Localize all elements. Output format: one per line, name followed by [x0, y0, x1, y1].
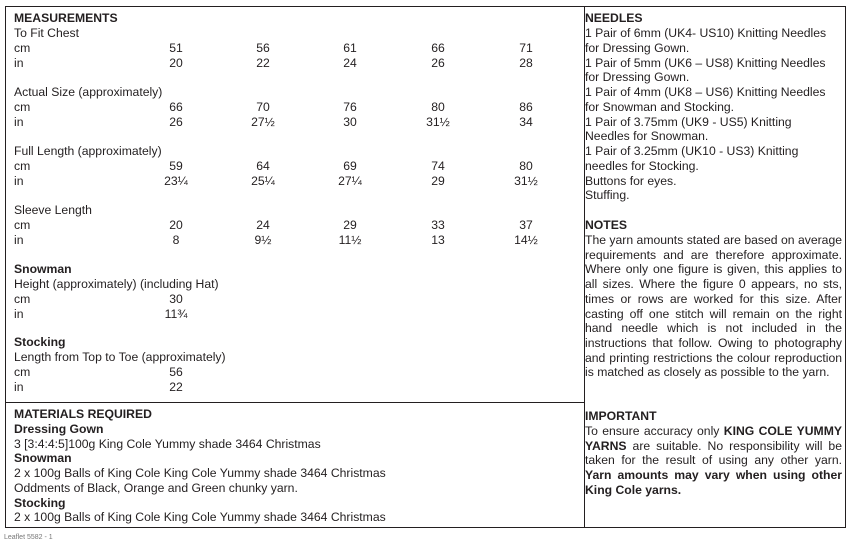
value-cell: 51 [169, 41, 183, 55]
needles-line: Buttons for eyes. [585, 174, 677, 188]
section-divider [6, 402, 584, 403]
value-cell: 26 [169, 115, 183, 129]
important-warning: Yarn amounts may vary when using other King Cole yarns. [585, 468, 842, 497]
group-title-actual-size: Actual Size (approximately) [14, 85, 163, 99]
value-cell: 27¼ [338, 174, 362, 188]
unit-label: cm [14, 365, 31, 379]
value-cell: 69 [343, 159, 357, 173]
unit-label: in [14, 380, 24, 394]
value-cell: 31½ [426, 115, 450, 129]
value-cell: 11¾ [164, 307, 188, 321]
value-cell: 25¼ [251, 174, 275, 188]
value-cell: 11½ [338, 233, 362, 247]
materials-snowman-line-1: 2 x 100g Balls of King Cole King Cole Yummy shade 3464 Christmas [14, 466, 386, 480]
value-cell: 26 [431, 56, 445, 70]
materials-gown-heading: Dressing Gown [14, 422, 104, 436]
stocking-measure-title: Length from Top to Toe (approximately) [14, 350, 226, 364]
needles-line: 1 Pair of 3.25mm (UK10 - US3) Knitting [585, 144, 799, 158]
group-title-full-length: Full Length (approximately) [14, 144, 162, 158]
value-cell: 71 [519, 41, 533, 55]
materials-heading: MATERIALS REQUIRED [14, 407, 152, 421]
important-heading: IMPORTANT [585, 409, 657, 423]
unit-label: in [14, 307, 24, 321]
value-cell: 61 [343, 41, 357, 55]
value-cell: 13 [431, 233, 445, 247]
unit-label: cm [14, 159, 31, 173]
unit-label: in [14, 56, 24, 70]
value-cell: 59 [169, 159, 183, 173]
value-cell: 80 [431, 100, 445, 114]
value-cell: 70 [256, 100, 270, 114]
value-cell: 28 [519, 56, 533, 70]
important-brand-emphasis: KING COLE YUMMY YARNS [585, 424, 842, 453]
value-cell: 74 [431, 159, 445, 173]
unit-label: in [14, 174, 24, 188]
value-cell: 14½ [514, 233, 538, 247]
leaflet-footer: Leaflet 5582 - 1 [4, 534, 53, 541]
unit-label: cm [14, 100, 31, 114]
value-cell: 56 [169, 365, 183, 379]
materials-gown-text: 3 [3:4:4:5]100g King Cole Yummy shade 3464 Christmas [14, 437, 321, 451]
needles-line: 1 Pair of 4mm (UK8 – US6) Knitting Needles [585, 85, 826, 99]
value-cell: 30 [343, 115, 357, 129]
important-text-part-3: are suitable. No responsibility will be taken for the result of using any other yarn. [585, 438, 842, 468]
group-title-sleeve-length: Sleeve Length [14, 203, 92, 217]
needles-heading: NEEDLES [585, 11, 643, 25]
value-cell: 22 [256, 56, 270, 70]
materials-stocking-line-1: 2 x 100g Balls of King Cole King Cole Yummy shade 3464 Christmas [14, 510, 386, 524]
value-cell: 24 [256, 218, 270, 232]
needles-line: needles for Stocking. [585, 159, 699, 173]
needles-line: 1 Pair of 5mm (UK6 – US8) Knitting Needles [585, 56, 826, 70]
value-cell: 29 [431, 174, 445, 188]
notes-text: The yarn amounts stated are based on average requirements and are therefore approximate. Where only one figure is given, this applies to all sizes. Where the figure 0 appears, no sts, times or rows are worked for this size. After casting off one stitch will remain on the right hand needle which is not included in the instructions that follow. Owing to photography and printing restrictions the colour reproduction is matched as closely as possible to the yarn. [585, 233, 842, 380]
measurements-heading: MEASUREMENTS [14, 11, 118, 25]
value-cell: 20 [169, 218, 183, 232]
value-cell: 37 [519, 218, 533, 232]
group-title-chest: To Fit Chest [14, 26, 80, 40]
needles-line: for Dressing Gown. [585, 70, 690, 84]
value-cell: 31½ [514, 174, 538, 188]
needles-line: 1 Pair of 3.75mm (UK9 - US5) Knitting [585, 115, 792, 129]
stocking-measure-heading: Stocking [14, 335, 66, 349]
notes-heading: NOTES [585, 218, 627, 232]
snowman-measure-heading: Snowman [14, 262, 72, 276]
unit-label: cm [14, 292, 31, 306]
needles-line: Needles for Snowman. [585, 129, 709, 143]
needles-line: 1 Pair of 6mm (UK4- US10) Knitting Needles [585, 26, 827, 40]
unit-label: cm [14, 218, 31, 232]
value-cell: 66 [431, 41, 445, 55]
value-cell: 80 [519, 159, 533, 173]
needles-line: Stuffing. [585, 188, 630, 202]
needles-line: for Dressing Gown. [585, 41, 690, 55]
materials-snowman-heading: Snowman [14, 451, 72, 465]
value-cell: 22 [169, 380, 183, 394]
value-cell: 24 [343, 56, 357, 70]
value-cell: 34 [519, 115, 533, 129]
unit-label: in [14, 233, 24, 247]
value-cell: 66 [169, 100, 183, 114]
needles-line: for Snowman and Stocking. [585, 100, 735, 114]
value-cell: 29 [343, 218, 357, 232]
value-cell: 9½ [254, 233, 272, 247]
materials-stocking-heading: Stocking [14, 496, 66, 510]
snowman-measure-title: Height (approximately) (including Hat) [14, 277, 219, 291]
value-cell: 76 [343, 100, 357, 114]
materials-snowman-line-2: Oddments of Black, Orange and Green chunky yarn. [14, 481, 298, 495]
value-cell: 8 [172, 233, 180, 247]
value-cell: 27½ [251, 115, 275, 129]
important-text-part-1: To ensure accuracy only [585, 424, 724, 438]
value-cell: 56 [256, 41, 270, 55]
unit-label: in [14, 115, 24, 129]
unit-label: cm [14, 41, 31, 55]
important-text [585, 424, 842, 498]
value-cell: 30 [169, 292, 183, 306]
value-cell: 64 [256, 159, 270, 173]
value-cell: 23¼ [164, 174, 188, 188]
value-cell: 20 [169, 56, 183, 70]
value-cell: 33 [431, 218, 445, 232]
value-cell: 86 [519, 100, 533, 114]
